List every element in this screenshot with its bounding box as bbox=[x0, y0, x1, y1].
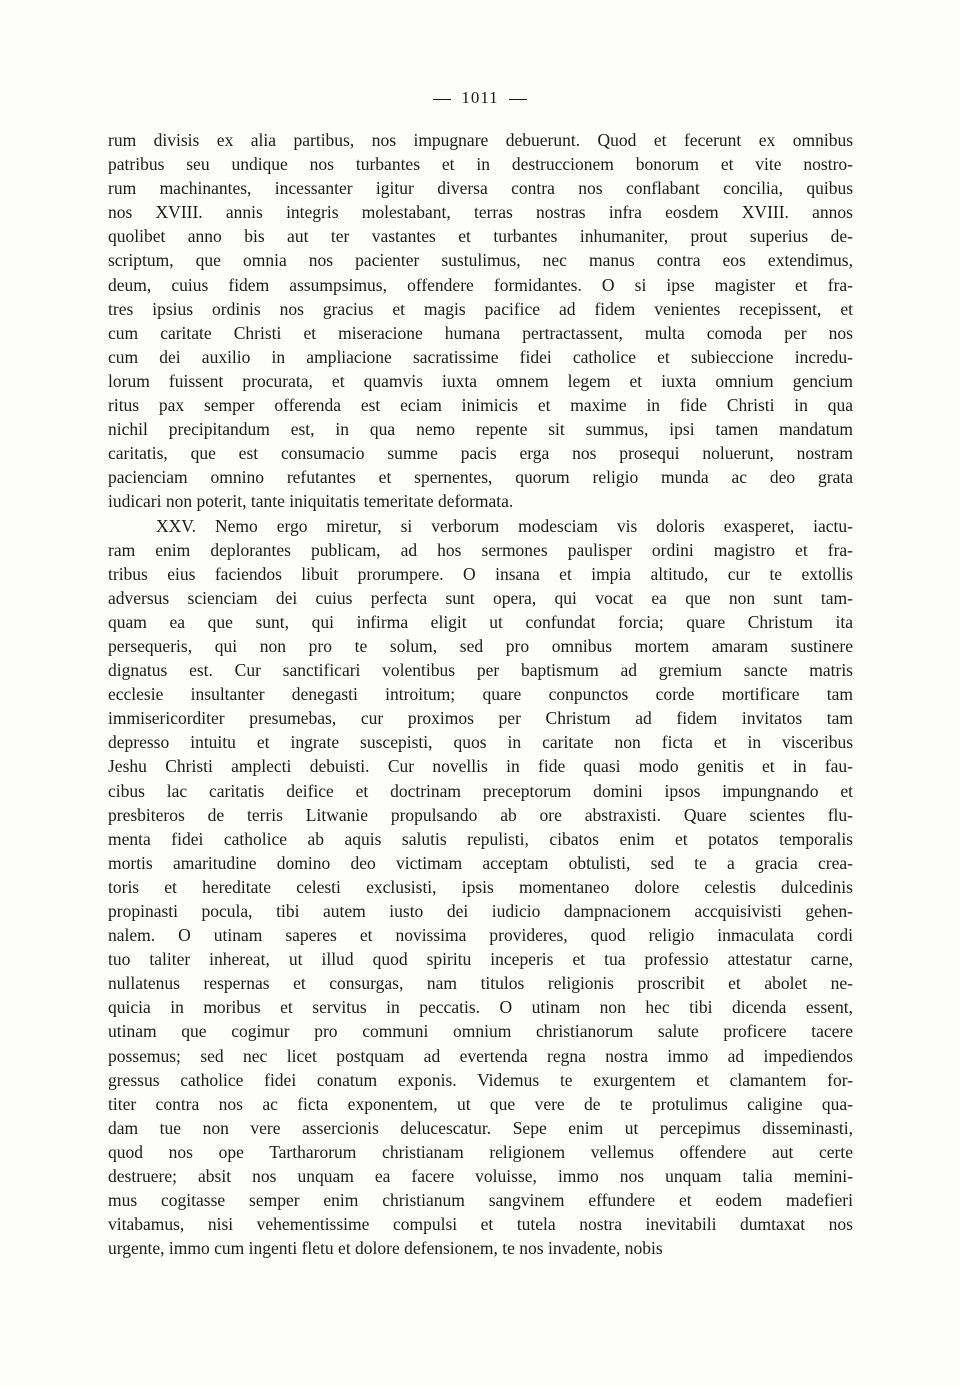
text-line: rum machinantes, incessanter igitur diversa contra nos conflabant concilia, quibus bbox=[108, 178, 853, 199]
text-line: quod nos ope Tartharorum christianam religionem vellemus offendere aut certe bbox=[108, 1141, 853, 1162]
text-line: vitabamus, nisi vehementissime compulsi et tutela nostra inevitabili dumtaxat nos bbox=[108, 1214, 853, 1235]
text-line: scriptum, que omnia nos pacienter sustulimus, nec manus contra eos extendimus, bbox=[108, 250, 853, 271]
text-line: caritatis, que est consumacio summe pacis erga nos prosequi noluerunt, nostram bbox=[108, 443, 853, 464]
body-text bbox=[108, 128, 853, 1260]
text-line: destruere; absit nos unquam ea facere voluisse, immo nos unquam talia memini- bbox=[108, 1166, 853, 1187]
text-line: presbiteros de terris Litwanie propulsando ab ore abstraxisti. Quare scientes flu- bbox=[108, 804, 853, 825]
header-dash-right bbox=[509, 99, 527, 100]
text-line: utinam que cogimur pro communi omnium christianorum salute proficere tacere bbox=[108, 1021, 853, 1042]
text-line: ritus pax semper offerenda est eciam inimicis et maxime in fide Christi in qua bbox=[108, 395, 853, 416]
text-line: patribus seu undique nos turbantes et in destruccionem bonorum et vite nostro- bbox=[108, 154, 853, 175]
text-line: XXV. Nemo ergo miretur, si verborum modesciam vis doloris exasperet, iactu- bbox=[156, 515, 853, 536]
text-line: quam ea que sunt, qui infirma eligit ut confundat forcia; quare Christum ita bbox=[108, 611, 853, 632]
text-line: depresso intuitu et ingrate suscepisti, quos in caritate non ficta et in visceribus bbox=[108, 732, 853, 753]
page-number: 1011 bbox=[461, 88, 499, 107]
text-line: tres ipsius ordinis nos gracius et magis pacifice ad fidem venientes recepissent, et bbox=[108, 298, 853, 319]
text-line: menta fidei catholice ab aquis salutis repulisti, cibatos enim et potatos temporalis bbox=[108, 828, 853, 849]
text-line: ecclesie insultanter denegasti introitum; quare conpunctos corde mortificare tam bbox=[108, 684, 853, 705]
text-line: nichil precipitandum est, in qua nemo repente sit summus, ipsi tamen mandatum bbox=[108, 419, 853, 440]
text-line: cibus lac caritatis deifice et doctrinam preceptorum domini ipsos impungnando et bbox=[108, 780, 853, 801]
paragraph bbox=[108, 514, 853, 1261]
text-line: toris et hereditate celesti exclusisti, ipsis momentaneo dolore celestis dulcedinis bbox=[108, 876, 853, 897]
text-line: iudicari non poterit, tante iniquitatis temeritate deformata. bbox=[108, 491, 514, 512]
text-line: mortis amaritudine domino deo victimam acceptam obtulisti, sed te a gracia crea- bbox=[108, 852, 853, 873]
text-line: nalem. O utinam saperes et novissima provideres, quod religio inmaculata cordi bbox=[108, 925, 853, 946]
text-line: quolibet anno bis aut ter vastantes et turbantes inhumaniter, prout superius de- bbox=[108, 226, 853, 247]
text-line: persequeris, qui non pro te solum, sed pro omnibus mortem amaram sustinere bbox=[108, 635, 853, 656]
text-line: dam tue non vere assercionis delucescatur. Sepe enim ut percepimus disseminasti, bbox=[108, 1117, 853, 1138]
text-line: tuo taliter inhereat, ut illud quod spiritu inceperis et tua professio attestatur carne, bbox=[108, 949, 853, 970]
text-line: titer contra nos ac ficta exponentem, ut que vere de te protulimus caligine qua- bbox=[108, 1093, 853, 1114]
text-line: deum, cuius fidem assumpsimus, offendere formidantes. O si ipse magister et fra- bbox=[108, 274, 853, 295]
text-line: pacienciam omnino refutantes et spernentes, quorum religio munda ac deo grata bbox=[108, 467, 853, 488]
text-line: tribus eius faciendos libuit prorumpere. O insana et impia altitudo, cur te extollis bbox=[108, 563, 853, 584]
text-line: ram enim deplorantes publicam, ad hos sermones paulisper ordini magistro et fra- bbox=[108, 539, 853, 560]
paragraph bbox=[108, 128, 853, 514]
text-line: nullatenus respernas et consurgas, nam titulos religionis proscribit et abolet ne- bbox=[108, 973, 853, 994]
page-header bbox=[0, 88, 960, 108]
text-line: Jeshu Christi amplecti debuisti. Cur novellis in fide quasi modo genitis et in fau- bbox=[108, 756, 853, 777]
text-line: quicia in moribus et servitus in peccatis. O utinam non hec tibi dicenda essent, bbox=[108, 997, 853, 1018]
text-line: rum divisis ex alia partibus, nos impugnare debuerunt. Quod et fecerunt ex omnibus bbox=[108, 130, 853, 150]
text-line: propinasti pocula, tibi autem iusto dei iudicio dampnacionem accquisivisti gehen- bbox=[108, 901, 853, 921]
text-line: gressus catholice fidei conatum exponis. Videmus te exurgentem et clamantem for- bbox=[108, 1069, 853, 1090]
text-line: nos XVIII. annis integris molestabant, terras nostras infra eosdem XVIII. annos bbox=[108, 202, 853, 223]
text-line: cum dei auxilio in ampliacione sacratissime fidei catholice et subieccione incredu- bbox=[108, 346, 853, 367]
header-dash-left bbox=[433, 99, 451, 100]
text-line: lorum fuissent procurata, et quamvis iuxta omnem legem et iuxta omnium gencium bbox=[108, 370, 853, 391]
text-line: possemus; sed nec licet postquam ad evertenda regna nostra immo ad impediendos bbox=[108, 1045, 853, 1066]
text-line: dignatus est. Cur sanctificari volentibus per baptismum ad gremium sancte matris bbox=[108, 660, 853, 681]
text-line: immisericorditer presumebas, cur proximos per Christum ad fidem invitatos tam bbox=[108, 708, 853, 729]
text-line: adversus scienciam dei cuius perfecta sunt opera, qui vocat ea que non sunt tam- bbox=[108, 587, 853, 608]
text-line: urgente, immo cum ingenti fletu et dolore defensionem, te nos invadente, nobis bbox=[108, 1238, 663, 1259]
text-line: cum caritate Christi et miseracione humana pertractassent, multa comoda per nos bbox=[108, 322, 853, 343]
text-line: mus cogitasse semper enim christianum sangvinem effundere et eodem madefieri bbox=[108, 1190, 853, 1211]
